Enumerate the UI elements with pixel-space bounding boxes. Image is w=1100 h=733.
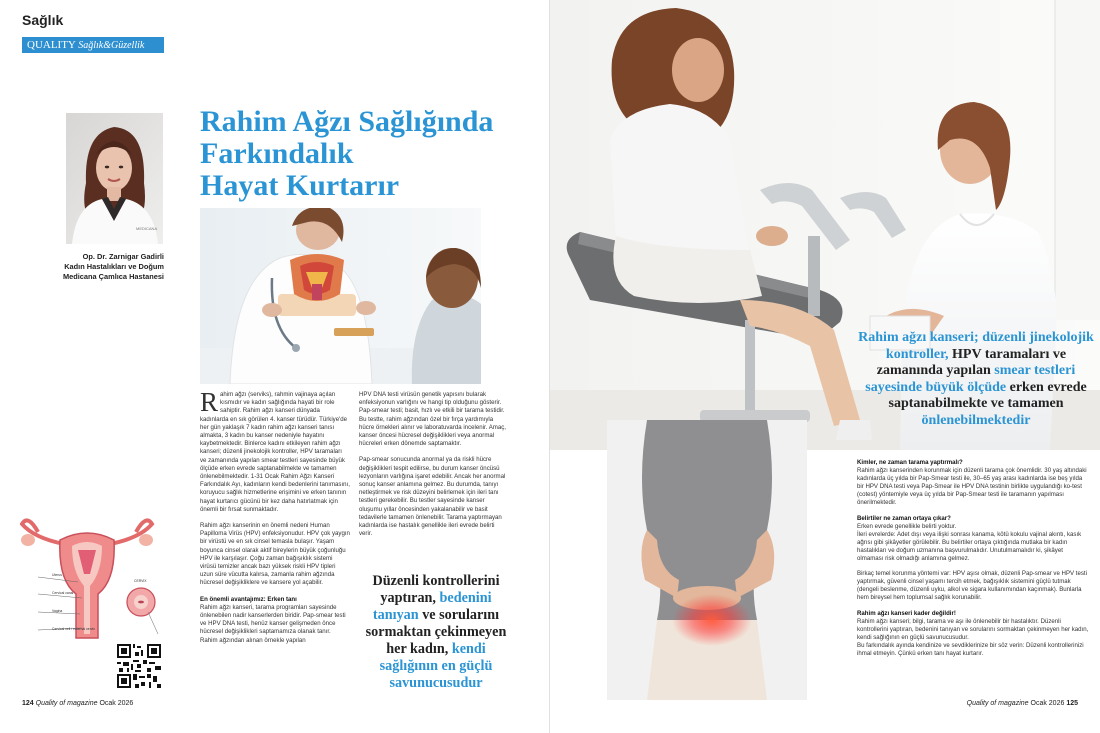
- pull-quote-right: [855, 330, 1097, 430]
- article-paragraph-hpv-dna: HPV DNA testi virüsün genetik yapısını bularak enfeksiyonun varlığını ve hangi tip olduğunu gösterir. Pap-smear testi; basit, hızlı ve etkili bir tarama testidir. Bu testte, rahim ağzından özel bir fırça yardımıyla hücre örnekleri alınır ve laboratuvarda incelenir. Amaç, kanser öncesi hücresel değişiklikleri veya anormal hücreleri erken dönemde saptamaktır.: [359, 391, 507, 448]
- article-headline: [200, 106, 530, 202]
- author-hospital: Medicana Çamlıca Hastanesi: [62, 272, 164, 281]
- intro-text: ahim ağzı (serviks), rahmin vajinaya açılan kısmıdır ve kadın sağlığında hayati bir role sahiptir. Rahim ağzı kanseri dünyada kadınlarda en sık görülen 4. kanser türüdür. Türkiye'de her gün yaklaşık 7 kadın rahim ağzı kanseri tanısı almakta, 3 kadın bu kanser nedeniyle hayatını kaybetmektedir. Binlerce kadını etkileyen rahim ağzı kanseri; düzenli jinekolojik kontroller, HPV taramaları ve zamanında yapılan smear testleri sayesinde büyük ölçüde erken evrede saptanabilmekte ve tamamen önlenebilmektedir. 1-31 Ocak Rahim Ağzı Kanseri Farkındalık Ayı, kadınların kendi bedenlerini tanımasını, koruyucu sağlık hizmetlerine erişimini ve erken tanının hayat kurtarıcı gücünü bir kez daha hatırlatmak için önemli bir fırsat sunmaktadır.: [200, 391, 350, 513]
- drop-cap: R: [200, 387, 219, 417]
- section-title: Sağlık: [22, 12, 64, 28]
- header-bar-main: QUALITY: [27, 39, 76, 51]
- label-cervix: CERVIX: [134, 579, 147, 583]
- subheading-not-fate: Rahim ağzı kanseri kader değildir!: [857, 609, 956, 617]
- article-column-1: [200, 387, 350, 653]
- footer-left-magazine: Quality of magazine: [35, 700, 98, 707]
- qr-code[interactable]: [117, 644, 161, 688]
- coat-logo-text: MEDICANA: [136, 226, 158, 231]
- label-cervical-cells: Cervical cell / external cervix: [52, 627, 95, 631]
- footer-right-date: Ocak 2026: [1030, 700, 1065, 707]
- pull-quote-left-c: ve sorularını sormaktan çekinmeyen her kadın,: [365, 607, 507, 657]
- paragraph-who-when: Rahim ağzı kanserinden korunmak için düzenli tarama çok önemlidir. 30 yaş altındaki kadınlarda üç yılda bir Pap-Smear testi ile, 30–65 yaş arası kadınlarda ise beş yılda bir HPV DNA testi veya Pap-Smear ile HPV DNA testinin birlikte uygulandığı ko-test (cotest) yöntemiyle veya üç yılda bir Pap-Smear testi ile taramanın yapılması önerilmektedir.: [857, 467, 1087, 507]
- article-column-right: [857, 459, 1089, 665]
- footer-left-date: Ocak 2026: [99, 700, 134, 707]
- footer-right-magazine: Quality of magazine: [966, 700, 1029, 707]
- headline-line-1: Rahim Ağzı Sağlığında: [200, 105, 494, 138]
- pull-quote-left: [360, 573, 512, 692]
- abdominal-pain-photo: [607, 420, 807, 700]
- pull-quote-right-b: HPV taramaları ve zamanında yapılan: [876, 346, 1067, 379]
- label-cervical-canal: Cervical canal: [52, 591, 74, 595]
- pull-quote-right-c: smear testleri sayesinde büyük ölçüde: [865, 363, 1076, 395]
- footer-right: [967, 700, 1078, 707]
- header-bar-tag: Sağlık&Güzellik: [78, 40, 145, 51]
- label-vagina: Vagina: [52, 609, 63, 613]
- page-number-left: 124: [22, 700, 34, 707]
- pull-quote-left-d: kendi sağlığının en güçlü savunucusudur: [379, 641, 493, 691]
- pull-quote-right-e: önlenebilmektedir: [921, 412, 1031, 428]
- author-photo: [66, 113, 163, 244]
- headline-line-2: Farkındalık: [200, 137, 354, 170]
- article-paragraph-hpv: Rahim ağzı kanserinin en önemli nedeni Human Papilloma Virüs (HPV) enfeksiyonudur. HPV çok yaygın bir virüstü ve en sık cinsel temasla bulaşır. Yaşam boyunca cinsel olarak aktif bireylerin büyük çoğunluğu HPV ile karşılaşır. Çoğu zaman bağışıklık sistemi virüsü temizler ancak bazı yüksek riskli HPV tipleri uzun süre vücutta kalırsa, zamanla rahim ağzında hücresel değişikliklere ve kansere yol açabilir.: [200, 522, 350, 587]
- pull-quote-left-a: Düzenli kontrollerini yaptıran,: [372, 573, 500, 606]
- paragraph-not-fate: Rahim ağzı kanseri; bilgi, tarama ve aşı ile önlenebilir bir hastalıktır. Düzenli kontrollerini yaptıran, bedenini tanıyan ve sorularını sormaktan çekinmeyen her kadın, kendi sağlığının en güçlü savunucusudur. Bu farkındalık ayında kendinize ve sevdiklerinize bir söz verin: Düzenli kontrollerinizi ihmal etmeyin. Çünkü erken tanı hayat kurtarır.: [857, 617, 1089, 657]
- article-paragraph-screening: Rahim ağzı kanseri, tarama programları sayesinde önlenebilen nadir kanserlerden biridir. Pap-smear testi ve HPV DNA testi, henüz kanser gelişmeden önce hücresel değişiklikleri saptamamıza olanak tanır. Rahim ağzından alınan örnekle yapılan: [200, 603, 346, 644]
- author-caption: [40, 252, 164, 282]
- footer-left: [22, 700, 133, 707]
- label-uterus: Uterus: [52, 573, 62, 577]
- author-name: Op. Dr. Zarnigar Gadirli: [82, 252, 164, 261]
- section-header-bar: [22, 37, 164, 53]
- article-column-2: [359, 391, 509, 546]
- subheading-symptoms: Belirtiler ne zaman ortaya çıkar?: [857, 514, 951, 522]
- doctor-consultation-photo: [200, 208, 481, 384]
- author-title: Kadın Hastalıkları ve Doğum: [64, 262, 164, 271]
- article-paragraph-pap-smear: Pap-smear sonucunda anormal ya da riskli hücre değişiklikleri tespit edilirse, bu durum kanser öncüsü lezyonların varlığına işaret edebilir. Ancak her anormal sonuç kanser anlamına gelmez. Bu durumda, tanıyı netleştirmek ve risk düzeyini belirlemek için ileri tanı testleri gerekebilir. Bu testler sayesinde kanser oluşumu yıllar öncesinden yakalanabilir ve basit tedavilerle tamamen önlenebilir. Tarama yaptırmayan kadınlarda ise hastalık genellikle ileri evrede belirti verir.: [359, 456, 506, 538]
- pull-quote-right-a: Rahim ağzı kanseri; düzenli jinekolojik kontroller,: [858, 330, 1094, 362]
- subheading-who-when: Kimler, ne zaman tarama yaptırmalı?: [857, 459, 963, 466]
- paragraph-symptoms: Erken evrede genellikle belirti yoktur. İleri evrelerde: Adet dışı veya ilişki sonrası kanama, kötü kokulu vajinal akıntı, kasık ağrısı gibi şikâyetler görülebilir. Bu belirtiler ortaya çıktığında mutlaka bir kadın hastalıkları ve doğum uzmanına başvurulmalıdır. Unutulmamalıdır ki, şikâyet olmaması risk olmadığı anlamına gelmez.: [857, 522, 1082, 563]
- right-page: [550, 0, 1100, 733]
- pull-quote-right-d: erken evrede saptanabilmekte ve tamamen: [888, 379, 1087, 412]
- subheading-early-diagnosis: En önemli avantajımız: Erken tanı: [200, 595, 297, 603]
- headline-line-3: Hayat Kurtarır: [200, 169, 400, 202]
- page-number-right: 125: [1066, 700, 1078, 707]
- uterus-anatomy-illustration: [20, 510, 185, 645]
- pull-quote-left-b: bedenini tanıyan: [372, 590, 492, 623]
- article-intro: [200, 387, 350, 514]
- paragraph-prevention: Birkaç temel korunma yöntemi var: HPV aşısı olmak, düzenli Pap-smear ve HPV testi yaptırmak, güvenli cinsel yaşamı tercih etmek, bağışıklık sistemini güçlü tutmak (dengeli beslenme, düzenli uyku, alkol ve sigara kullanımından kaçınmak). Bunlarla hem bireysel hem toplumsal sağlık korunabilir.: [857, 570, 1087, 602]
